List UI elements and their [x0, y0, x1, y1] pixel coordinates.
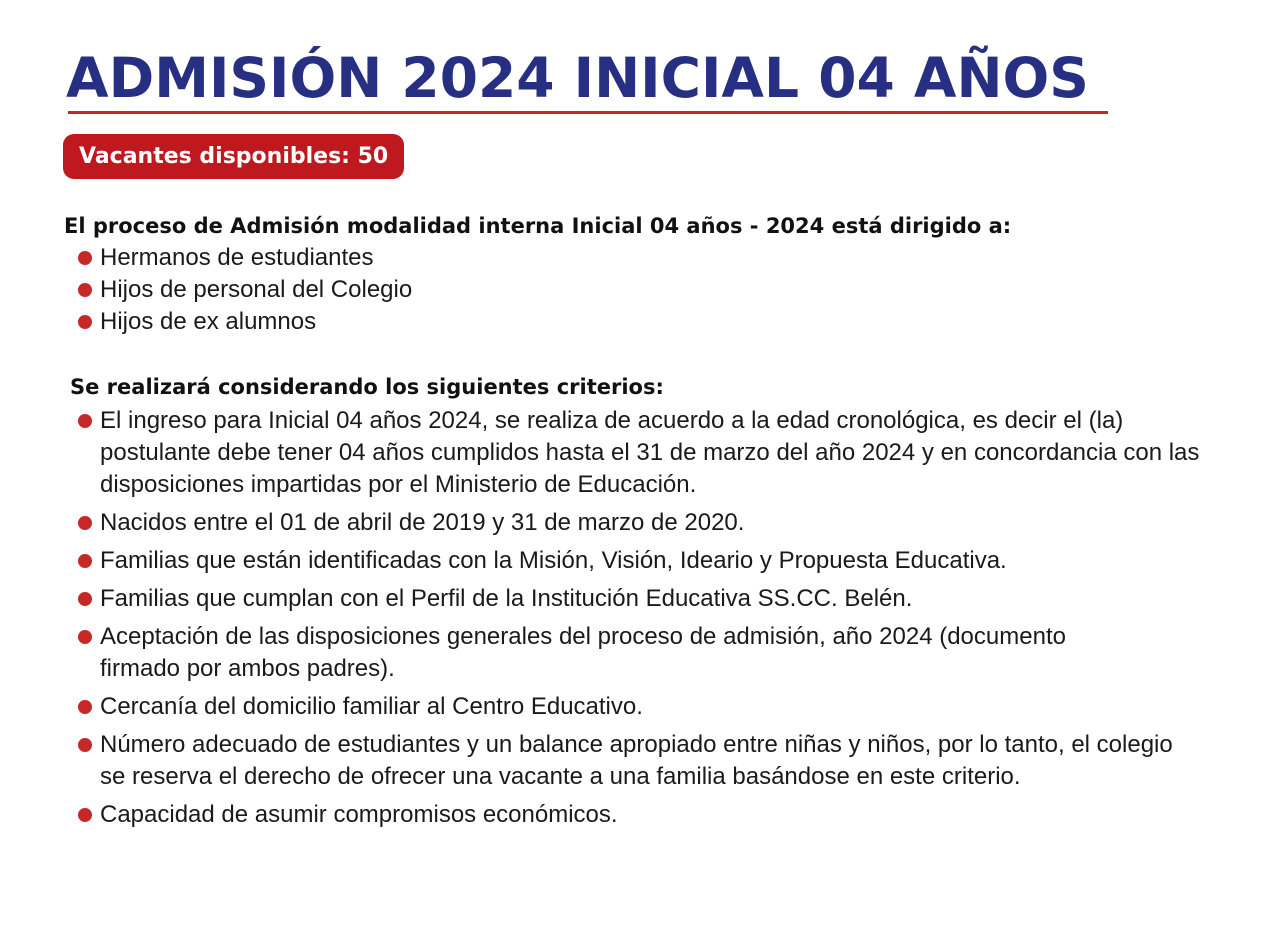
list-item: [78, 691, 1228, 723]
list-item: [78, 274, 412, 306]
bullet-icon: [78, 554, 92, 568]
bullet-icon: [78, 516, 92, 530]
list-item-text: Hermanos de estudiantes: [100, 244, 374, 271]
list-item-text: Capacidad de asumir compromisos económicos.: [100, 801, 618, 828]
list-item-text: Hijos de personal del Colegio: [100, 276, 413, 303]
title-underline: [68, 111, 1108, 114]
criteria-heading: Se realizará considerando los siguientes criterios:: [70, 375, 664, 399]
list-item-text: Número adecuado de estudiantes y un balance apropiado entre niñas y niños, por lo tanto, el colegio se reserva el derecho de ofrecer una vacante a una familia basándose en este criterio.: [100, 731, 1173, 790]
list-item: [78, 583, 1228, 615]
bullet-icon: [78, 738, 92, 752]
criteria-list: [78, 405, 1228, 837]
list-item: [78, 729, 1188, 793]
list-item-text: Hijos de ex alumnos: [100, 308, 317, 335]
list-item: [78, 242, 412, 274]
bullet-icon: [78, 414, 92, 428]
bullet-icon: [78, 283, 92, 297]
bullet-icon: [78, 592, 92, 606]
list-item-text: Familias que cumplan con el Perfil de la Institución Educativa SS.CC. Belén.: [100, 585, 913, 612]
list-item-text: Cercanía del domicilio familiar al Centro Educativo.: [100, 693, 643, 720]
page-title: ADMISIÓN 2024 INICIAL 04 AÑOS: [66, 46, 1089, 110]
list-item-text: El ingreso para Inicial 04 años 2024, se realiza de acuerdo a la edad cronológica, es decir el (la) postulante debe tener 04 años cumplidos hasta el 31 de marzo del año 2024 y en concordancia con las disposiciones impartidas por el Ministerio de Educación.: [100, 407, 1200, 498]
list-item-text: Aceptación de las disposiciones generales del proceso de admisión, año 2024 (documento firmado por ambos padres).: [100, 623, 1066, 682]
bullet-icon: [78, 808, 92, 822]
target-heading: El proceso de Admisión modalidad interna Inicial 04 años - 2024 está dirigido a:: [64, 214, 1012, 238]
bullet-icon: [78, 630, 92, 644]
target-list: [78, 242, 412, 338]
bullet-icon: [78, 251, 92, 265]
list-item: [78, 507, 1228, 539]
bullet-icon: [78, 700, 92, 714]
list-item-text: Familias que están identificadas con la Misión, Visión, Ideario y Propuesta Educativa.: [100, 547, 1007, 574]
list-item-text: Nacidos entre el 01 de abril de 2019 y 31 de marzo de 2020.: [100, 509, 745, 536]
vacancies-badge: Vacantes disponibles: 50: [63, 134, 404, 179]
list-item: [78, 306, 412, 338]
list-item: [78, 799, 1228, 831]
list-item: [78, 621, 1088, 685]
list-item: [78, 545, 1018, 577]
list-item: [78, 405, 1228, 501]
bullet-icon: [78, 315, 92, 329]
